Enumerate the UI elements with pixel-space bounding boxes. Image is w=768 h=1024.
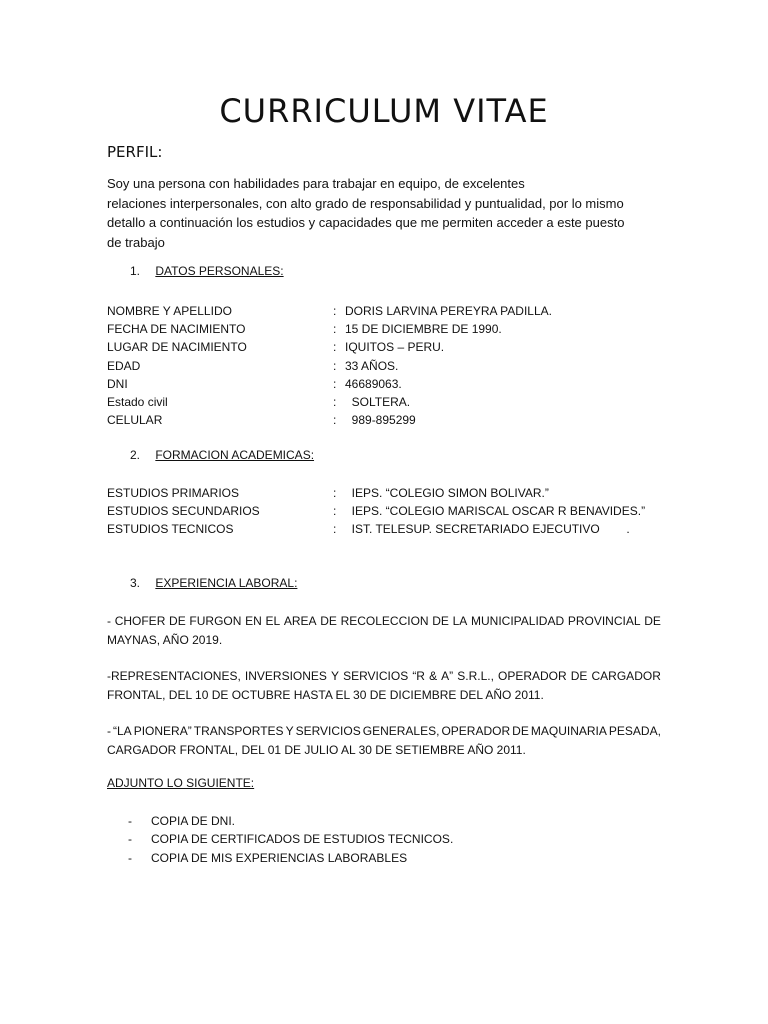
word: DE xyxy=(644,614,661,628)
perfil-heading: PERFIL: xyxy=(107,143,163,161)
field-value: 989-895299 xyxy=(345,413,416,428)
field-colon: : xyxy=(333,522,337,537)
field-value: 33 AÑOS. xyxy=(345,358,399,373)
experience-line xyxy=(107,722,661,741)
perfil-paragraph xyxy=(107,174,667,252)
table-row xyxy=(107,357,552,375)
word: - xyxy=(107,724,111,738)
word: CARGADOR xyxy=(591,669,661,683)
field-value: 15 DE DICIEMBRE DE 1990. xyxy=(345,322,502,337)
list-item xyxy=(128,849,453,867)
field-label: LUGAR DE NACIMIENTO xyxy=(107,340,247,355)
field-value: DORIS LARVINA PEREYRA PADILLA. xyxy=(345,304,552,318)
table-row xyxy=(107,502,645,520)
word: RECOLECCION xyxy=(340,614,429,628)
section-label: EXPERIENCIA LABORAL: xyxy=(155,576,298,590)
datos-personales-table xyxy=(107,302,552,429)
field-value: IEPS. “COLEGIO SIMON BOLIVAR.” xyxy=(345,486,549,500)
word: CHOFER xyxy=(114,614,166,628)
field-label: Estado civil xyxy=(107,395,168,410)
word: OPERADOR xyxy=(441,724,511,738)
field-colon: : xyxy=(333,340,337,355)
word: FURGON xyxy=(189,614,242,628)
word: DE xyxy=(512,724,529,738)
experience-line: FRONTAL, DEL 10 DE OCTUBRE HASTA EL 30 DE DICIEMBRE DEL AÑO 2011. xyxy=(107,687,544,702)
word: AREA xyxy=(283,614,317,628)
table-row xyxy=(107,302,552,320)
word: -REPRESENTACIONES, xyxy=(107,669,241,683)
list-item xyxy=(128,812,453,830)
perfil-line: Soy una persona con habilidades para trabajar en equipo, de excelentes xyxy=(107,176,525,191)
word: DE xyxy=(169,614,186,628)
experience-line: MAYNAS, AÑO 2019. xyxy=(107,632,223,647)
field-label: EDAD xyxy=(107,358,141,373)
word: PIONERA” xyxy=(133,724,192,738)
list-item-text: COPIA DE CERTIFICADOS DE ESTUDIOS TECNICOS. xyxy=(151,832,454,847)
section-label: DATOS PERSONALES: xyxy=(155,264,284,278)
table-row xyxy=(107,484,645,502)
section-number: 2. xyxy=(130,448,141,462)
table-row xyxy=(107,411,552,429)
section-heading-datos-personales xyxy=(130,264,284,278)
word: INVERSIONES xyxy=(244,669,327,683)
list-item xyxy=(128,830,453,848)
experience-line: CARGADOR FRONTAL, DEL 01 DE JULIO AL 30 DE SETIEMBRE AÑO 2011. xyxy=(107,742,526,757)
word: DE xyxy=(320,614,337,628)
perfil-line: relaciones interpersonales, con alto grado de responsabilidad y puntualidad, por lo mismo xyxy=(107,195,624,211)
table-row xyxy=(107,320,552,338)
field-colon: : xyxy=(333,413,337,428)
word: Y xyxy=(331,669,340,683)
word: Y xyxy=(285,724,294,738)
section-number: 1. xyxy=(130,264,141,278)
list-bullet: - xyxy=(128,814,132,828)
word: EL xyxy=(265,614,281,628)
word: DE xyxy=(432,614,449,628)
field-value: 46689063. xyxy=(345,376,402,391)
list-item-text: COPIA DE MIS EXPERIENCIAS LABORABLES xyxy=(151,850,408,865)
experience-item xyxy=(107,612,661,649)
field-colon: : xyxy=(333,322,337,337)
list-item-text: COPIA DE DNI. xyxy=(151,814,236,828)
section-heading-formacion xyxy=(130,448,314,462)
field-colon: : xyxy=(333,304,337,318)
perfil-line: de trabajo xyxy=(107,234,165,250)
word: & xyxy=(429,669,438,683)
word: PESADA, xyxy=(608,724,661,738)
word: EN xyxy=(245,614,262,628)
experience-item xyxy=(107,667,661,704)
field-label: CELULAR xyxy=(107,413,163,428)
word: A” xyxy=(441,669,454,683)
word: - xyxy=(107,614,111,628)
formacion-table xyxy=(107,484,645,539)
experience-line xyxy=(107,612,661,631)
section-heading-experiencia xyxy=(130,576,297,590)
field-colon: : xyxy=(333,486,337,500)
word: GENERALES, xyxy=(362,724,440,738)
experience-item xyxy=(107,722,661,759)
word: “R xyxy=(412,669,425,683)
word: “LA xyxy=(113,724,132,738)
experience-line xyxy=(107,667,661,686)
attachments-heading: ADJUNTO LO SIGUIENTE: xyxy=(107,776,255,790)
field-colon: : xyxy=(333,358,337,373)
document-title: CURRICULUM VITAE xyxy=(219,92,549,130)
attachments-list xyxy=(128,812,453,867)
field-colon: : xyxy=(333,395,337,410)
word: S.R.L., xyxy=(457,669,494,683)
list-bullet: - xyxy=(128,850,132,865)
field-value: IST. TELESUP. SECRETARIADO EJECUTIVO . xyxy=(345,522,630,537)
field-colon: : xyxy=(333,376,337,391)
table-row xyxy=(107,375,552,393)
word: SERVICIOS xyxy=(295,724,361,738)
field-value: IEPS. “COLEGIO MARISCAL OSCAR R BENAVIDES.” xyxy=(345,504,646,519)
field-colon: : xyxy=(333,504,337,519)
section-number: 3. xyxy=(130,576,141,590)
word: TRANSPORTES xyxy=(193,724,284,738)
field-value: IQUITOS – PERU. xyxy=(345,340,445,355)
table-row xyxy=(107,520,645,538)
field-value: SOLTERA. xyxy=(345,395,411,410)
field-label: DNI xyxy=(107,376,128,391)
section-label: FORMACION ACADEMICAS: xyxy=(155,448,315,462)
field-label: FECHA DE NACIMIENTO xyxy=(107,322,246,337)
perfil-line: detallo a continuación los estudios y capacidades que me permiten acceder a este puesto xyxy=(107,215,625,230)
table-row xyxy=(107,393,552,411)
word: MUNICIPALIDAD xyxy=(471,614,565,628)
list-bullet: - xyxy=(128,832,132,847)
word: LA xyxy=(452,614,468,628)
field-label: NOMBRE Y APELLIDO xyxy=(107,304,232,318)
word: DE xyxy=(570,669,588,683)
field-label: ESTUDIOS PRIMARIOS xyxy=(107,486,240,500)
field-label: ESTUDIOS SECUNDARIOS xyxy=(107,504,260,519)
word: SERVICIOS xyxy=(343,669,409,683)
word: PROVINCIAL xyxy=(567,614,641,628)
field-label: ESTUDIOS TECNICOS xyxy=(107,522,234,537)
table-row xyxy=(107,338,552,356)
word: OPERADOR xyxy=(498,669,567,683)
word: MAQUINARIA xyxy=(530,724,607,738)
